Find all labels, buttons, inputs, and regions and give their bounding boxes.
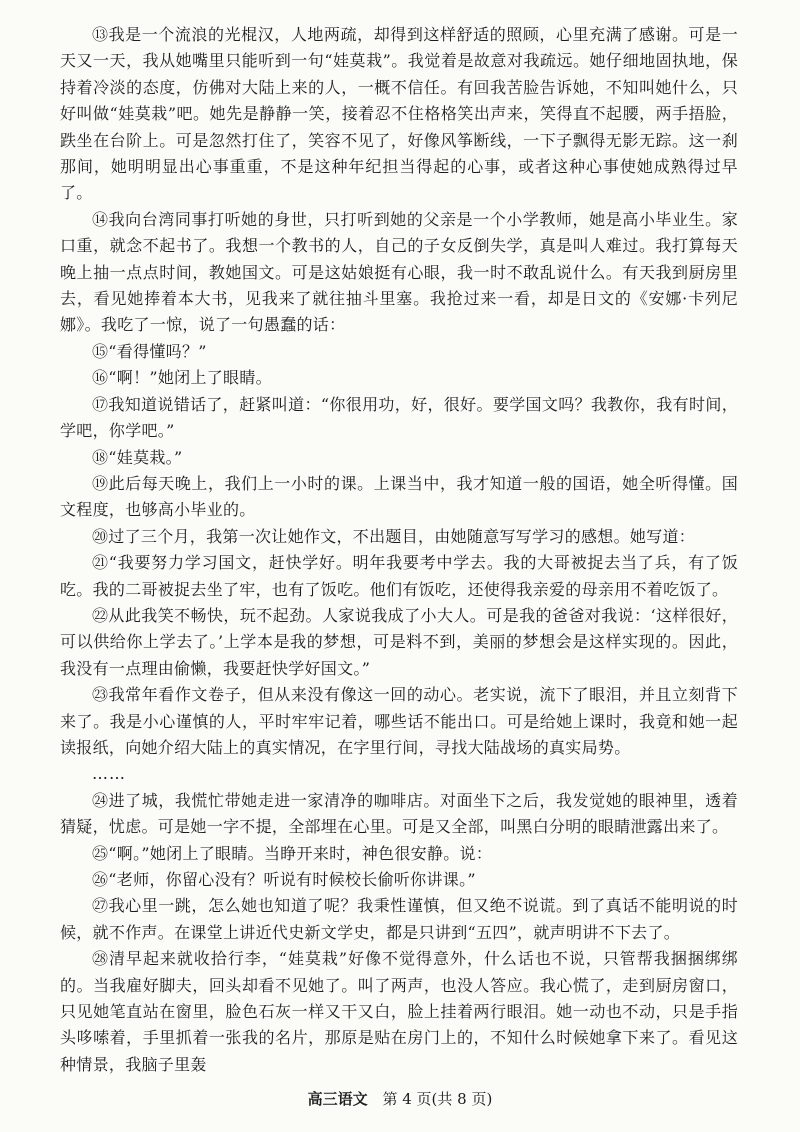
paragraph-17: ⑰我知道说错话了，赶紧叫道：“你很用功，好，很好。要学国文吗？我教你，我有时间，学吧，你学吧。” xyxy=(60,394,738,441)
footer-page-number: 第 4 页(共 8 页) xyxy=(382,1090,493,1108)
paragraph-27: ㉗我心里一跳，怎么她也知道了呢？我秉性谨慎，但又绝不说谎。到了真话不能明说的时候，就不作声。在课堂上讲近代史新文学史，都是只讲到“五四”，就声明讲不下去了。 xyxy=(60,896,738,942)
paragraph-16: ⑯“啊！”她闭上了眼睛。 xyxy=(92,368,272,388)
footer-subject: 高三语文 xyxy=(307,1090,368,1108)
paragraph-21: ㉑“我要努力学习国文，赶快学好。明年我要考中学去。我的大哥被捉去当了兵，有了饭吃。我的二哥被捉去坐了牢，也有了饭吃。他们有饭吃，还使得我亲爱的母亲用不着吃饭了。 xyxy=(60,553,738,599)
paragraph-19: ⑲此后每天晚上，我们上一小时的课。上课当中，我才知道一般的国语，她全听得懂。国文程度，也够高小毕业的。 xyxy=(60,473,738,520)
paragraph-25: ㉕“啊。”她闭上了眼睛。当睁开来时，神色很安静。说： xyxy=(92,843,493,863)
reading-passage xyxy=(60,22,738,1078)
page-footer xyxy=(0,1088,800,1110)
paragraph-24: ㉔进了城，我慌忙带她走进一家清净的咖啡店。对面坐下之后，我发觉她的眼神里，透着猜疑，忧虑。可是她一字不提，全部埋在心里。可是又全部，叫黑白分明的眼睛泄露出来了。 xyxy=(60,790,738,837)
paragraph-23: ㉓我常年看作文卷子，但从来没有像这一回的动心。老实说，流下了眼泪，并且立刻背下来了。我是小心谨慎的人，平时牢牢记着，哪些话不能出口。可是给她上课时，我竟和她一起读报纸，向她介绍大陆上的真实情况，在字里行间，寻找大陆战场的真实局势。 xyxy=(60,685,738,757)
paragraph-20: ⑳过了三个月，我第一次让她作文，不出题目，由她随意写写学习的感想。她写道： xyxy=(92,526,696,546)
omission-ellipsis: …… xyxy=(92,764,126,784)
paragraph-22: ㉒从此我笑不畅快，玩不起劲。人家说我成了小大人。可是我的爸爸对我说：‘这样很好，可以供给你上学去了。’上学本是我的梦想，可是料不到，美丽的梦想会是这样实现的。因此，我没有一点理由偷懒，我要赶快学好国文。” xyxy=(60,605,738,678)
paragraph-26: ㉖“老师，你留心没有？听说有时候校长偷听你讲课。” xyxy=(92,870,476,889)
paragraph-14: ⑭我向台湾同事打听她的身世，只打听到她的父亲是一个小学教师，她是高小毕业生。家口重，就念不起书了。我想一个教书的人，自己的子女反倒失学，真是叫人难过。我打算每天晚上抽一点点时间，教她国文。可是这姑娘挺有心眼，我一时不敢乱说什么。有天我到厨房里去，看见她捧着本大书，见我来了就往抽斗里塞。我抢过来一看，却是日文的《安娜·卡列尼娜》。我吃了一惊，说了一句愚蠢的话： xyxy=(60,209,738,335)
paragraph-18: ⑱“娃莫栽。” xyxy=(92,447,183,467)
paragraph-15: ⑮“看得懂吗？” xyxy=(92,341,207,361)
paragraph-28: ㉘清早起来就收拾行李，“娃莫栽”好像不觉得意外，什么话也不说，只管帮我捆捆绑绑的。当我雇好脚夫，回头却看不见她了。叫了两声，也没人答应。我心慌了，走到厨房窗口，只见她笔直站在窗里，脸色石灰一样又干又白，脸上挂着两行眼泪。她一动也不动，只是手指头哆嗦着，手里抓着一张我的名片，那原是贴在房门上的，不知什么时候她拿下来了。看见这种情景，我脑子里轰 xyxy=(60,949,738,1074)
paragraph-13: ⑬我是一个流浪的光棍汉，人地两疏，却得到这样舒适的照顾，心里充满了感谢。可是一天又一天，我从她嘴里只能听到一句“娃莫栽”。我觉着是故意对我疏远。她仔细地固执地，保持着冷淡的态度，仿佛对大陆上来的人，一概不信任。有回我苦脸告诉她，不知叫她什么，只好叫做“娃莫栽”吧。她先是静静一笑，接着忍不住格格笑出声来，笑得直不起腰，两手捂脸，跌坐在台阶上。可是忽然打住了，笑容不见了，好像风筝断线，一下子飘得无影无踪。这一刹那间，她明明显出心事重重，不是这种年纪担当得起的心事，或者这种心事使她成熟得过早了。 xyxy=(60,25,738,203)
